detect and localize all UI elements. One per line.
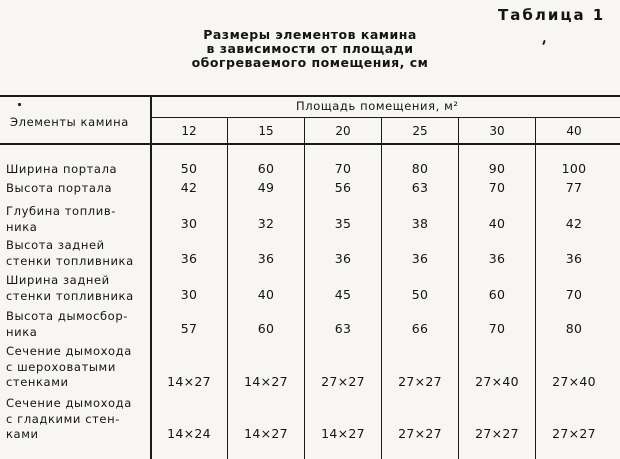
column-header: 15 <box>258 124 274 138</box>
caption-line-1: Размеры элементов камина <box>203 27 417 42</box>
column-header: 25 <box>412 124 428 138</box>
table-cell: 38 <box>411 216 429 231</box>
column-header: 12 <box>181 124 197 138</box>
caption-line-3: обогреваемого помещения, см <box>191 55 429 70</box>
row-label: Сечение дымохода с гладкими стен- ками <box>6 396 132 441</box>
row-label: Сечение дымохода с шероховатыми стенками <box>6 344 132 389</box>
table-cell: 45 <box>334 287 352 302</box>
table-number: Таблица 1 <box>498 6 606 24</box>
table-cell: 40 <box>257 287 275 302</box>
table-cell: 63 <box>334 321 352 336</box>
table-cell: 14×27 <box>244 374 288 389</box>
table-cell: 27×27 <box>475 426 519 441</box>
table-cell: 27×40 <box>475 374 519 389</box>
table-cell: 14×27 <box>167 374 211 389</box>
table-cell: 60 <box>257 161 275 176</box>
table-cell: 80 <box>411 161 429 176</box>
table-cell: 14×27 <box>321 426 365 441</box>
table-cell: 70 <box>488 321 506 336</box>
table-cell: 50 <box>180 161 198 176</box>
table-cell: 27×27 <box>398 426 442 441</box>
row-label: Глубина топлив- ника <box>6 204 116 234</box>
table-cell: 30 <box>180 287 198 302</box>
table-cell: 70 <box>565 287 583 302</box>
table-cell: 30 <box>180 216 198 231</box>
table-cell: 70 <box>488 180 506 195</box>
table-cell: 42 <box>565 216 583 231</box>
table-cell: 57 <box>180 321 198 336</box>
column-header: 30 <box>489 124 505 138</box>
caption-line-2: в зависимости от площади <box>206 41 414 56</box>
table-cell: 77 <box>565 180 583 195</box>
table-cell: 32 <box>257 216 275 231</box>
table-cell: 70 <box>334 161 352 176</box>
table-cell: 27×27 <box>552 426 596 441</box>
area-group-header: Площадь помещения, м² <box>296 99 459 113</box>
table-cell: 60 <box>257 321 275 336</box>
table-cell: 14×27 <box>244 426 288 441</box>
table-cell: 35 <box>334 216 352 231</box>
row-header: Элементы камина <box>10 115 129 129</box>
table-cell: 27×27 <box>321 374 365 389</box>
table-cell: 36 <box>411 251 429 266</box>
row-label: Ширина задней стенки топливника <box>6 273 134 303</box>
table-cell: 36 <box>334 251 352 266</box>
header-group-rule <box>150 117 620 118</box>
table-cell: 63 <box>411 180 429 195</box>
table-cell: 36 <box>180 251 198 266</box>
table-cell: 56 <box>334 180 352 195</box>
table-cell: 27×27 <box>398 374 442 389</box>
column-header: 20 <box>335 124 351 138</box>
header-bottom-rule <box>0 143 620 145</box>
row-label: Ширина портала <box>6 162 118 176</box>
table-cell: 49 <box>257 180 275 195</box>
table-cell: 36 <box>565 251 583 266</box>
row-label: Высота задней стенки топливника <box>6 238 134 268</box>
row-label: Высота дымосбор- ника <box>6 309 128 339</box>
table-cell: 66 <box>411 321 429 336</box>
table-cell: 14×24 <box>167 426 211 441</box>
table-top-rule <box>0 95 620 97</box>
column-header: 40 <box>566 124 582 138</box>
table-cell: 60 <box>488 287 506 302</box>
table-cell: 100 <box>561 161 587 176</box>
table-cell: 40 <box>488 216 506 231</box>
table-cell: 80 <box>565 321 583 336</box>
table-cell: 50 <box>411 287 429 302</box>
table-cell: 36 <box>488 251 506 266</box>
row-label: Высота портала <box>6 181 113 195</box>
table-cell: 90 <box>488 161 506 176</box>
table-cell: 27×40 <box>552 374 596 389</box>
table-cell: 42 <box>180 180 198 195</box>
table-cell: 36 <box>257 251 275 266</box>
